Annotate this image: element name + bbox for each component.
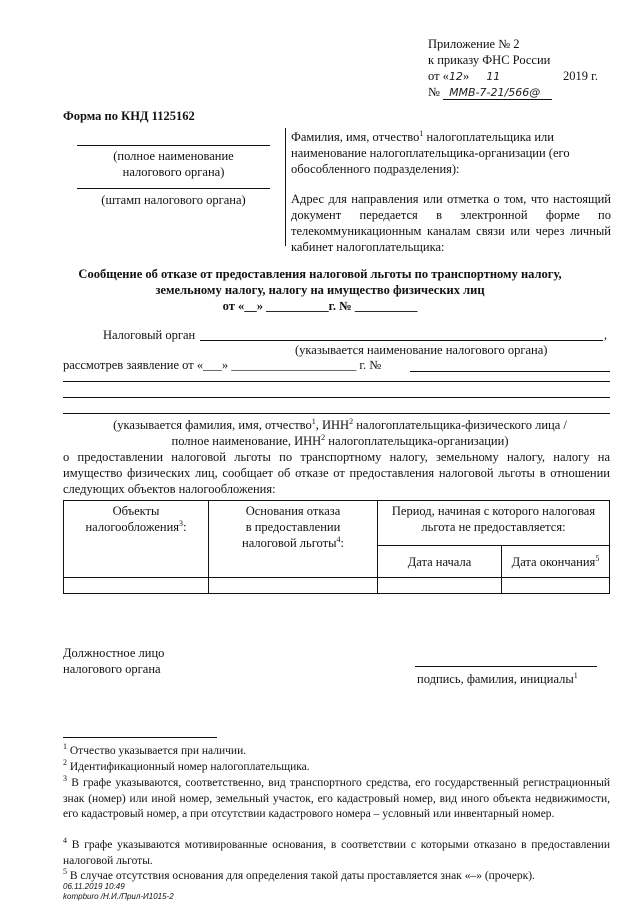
footnote-text: Отчество указывается при наличии. bbox=[67, 745, 247, 757]
footnote-ref: 2 bbox=[321, 432, 326, 442]
header-objects bbox=[64, 501, 209, 578]
stamp-line bbox=[77, 188, 270, 189]
tax-org-line[interactable] bbox=[200, 340, 603, 341]
taxpayer-hint-1 bbox=[0, 417, 640, 433]
print-file: kompburo /Н.И./Прил-И1015-2 bbox=[63, 892, 174, 901]
cell-start[interactable] bbox=[378, 578, 502, 594]
handwritten-number: ММВ-7-21/566@ bbox=[443, 86, 552, 100]
footnote-ref: 1 bbox=[419, 128, 424, 138]
comma: , bbox=[604, 328, 608, 342]
header-text: Объекты bbox=[112, 504, 160, 518]
footnote-3 bbox=[63, 776, 610, 823]
header-text: налоговой льготы bbox=[242, 536, 337, 550]
form-code: Форма по КНД 1125162 bbox=[63, 109, 195, 123]
footnote-text: Идентификационный номер налогоплательщика. bbox=[67, 761, 310, 773]
header-text: Основания отказа bbox=[245, 504, 341, 518]
footnote-2 bbox=[63, 760, 610, 776]
footnote-ref: 2 bbox=[349, 416, 354, 426]
header-grounds bbox=[209, 501, 378, 578]
header-text: налогообложения bbox=[85, 520, 180, 534]
header-end-date bbox=[502, 546, 610, 578]
hint-text: , ИНН bbox=[315, 418, 350, 432]
date-quote: » bbox=[462, 69, 470, 83]
footnote-separator bbox=[63, 737, 217, 738]
footnote-text: В случае отсутствия основания для определения такой даты проставляется знак «–» (прочерк). bbox=[67, 870, 535, 882]
header-period: Период, начиная с которого налоговая льгота не предоставляется: bbox=[378, 501, 610, 546]
refusal-paragraph: о предоставлении налоговой льготы по транспортному налогу, земельному налогу, налогу на имущество физических лиц, сообщает об отказе от предоставления налоговой льготы в отношении следующих объектов налогообложения: bbox=[63, 450, 610, 496]
footnote-number: 5 bbox=[63, 867, 67, 877]
number-label: № bbox=[428, 85, 440, 99]
header-start-date: Дата начала bbox=[378, 546, 502, 578]
footnote-number: 4 bbox=[63, 836, 67, 846]
cell-grounds[interactable] bbox=[209, 578, 378, 594]
tax-org-hint: (указывается наименование налогового органа) bbox=[295, 343, 548, 357]
hint-text: подпись, фамилия, инициалы bbox=[417, 672, 574, 686]
footnote-number: 2 bbox=[63, 758, 67, 768]
footnote-4 bbox=[63, 838, 610, 869]
application-number-line[interactable] bbox=[410, 371, 610, 372]
footnote-5 bbox=[63, 869, 610, 885]
hint-text: налогоплательщика-организации) bbox=[325, 434, 509, 448]
official-label-2: налогового органа bbox=[63, 662, 161, 676]
footnote-number: 1 bbox=[63, 742, 67, 752]
official-label-1: Должностное лицо bbox=[63, 646, 165, 660]
handwritten-month: 11 bbox=[486, 70, 501, 83]
address-label: Адрес для направления или отметка о том, что настоящий документ передается в электронной форме по телекоммуникационным каналам связи или через личный кабинет налогоплательщика: bbox=[291, 192, 611, 254]
appendix-order: к приказу ФНС России bbox=[428, 53, 551, 67]
fio-text-rest: налогоплательщика или наименование налогоплательщика-организации (его обособленного подразделения): bbox=[291, 130, 570, 176]
taxpayer-line-1[interactable] bbox=[63, 381, 610, 382]
block-divider bbox=[285, 128, 286, 246]
taxpayer-line-2[interactable] bbox=[63, 397, 610, 398]
footnote-ref: 5 bbox=[595, 553, 600, 563]
stamp-hint: (штамп налогового органа) bbox=[101, 193, 246, 207]
appendix-number bbox=[428, 84, 552, 101]
tax-org-label: Налоговый орган bbox=[103, 328, 196, 342]
footnote-text: В графе указываются, соответственно, вид транспортного средства, его государственный регистрационный знак (номер) или иной номер, земельный участок, его кадастровый номер, вид иного объекта недвижимости, его кадастровый номер, а при отсутствии кадастрового номера – условный или инвентарный номер. bbox=[63, 777, 610, 820]
taxpayer-line-3[interactable] bbox=[63, 413, 610, 414]
footnote-ref: 1 bbox=[311, 416, 316, 426]
cell-object[interactable] bbox=[64, 578, 209, 594]
org-name-hint-1: (полное наименование bbox=[113, 149, 234, 163]
header-text: Дата окончания bbox=[511, 554, 596, 569]
fio-text: Фамилия, имя, отчество bbox=[291, 130, 420, 144]
document-title-2: земельному налогу, налогу на имущество физических лиц bbox=[155, 283, 485, 297]
footnote-ref: 4 bbox=[336, 534, 341, 544]
handwritten-day: 12 bbox=[448, 70, 463, 83]
org-name-line bbox=[77, 145, 270, 146]
hint-text: налогоплательщика-физического лица / bbox=[353, 418, 567, 432]
signature-line[interactable] bbox=[415, 666, 597, 667]
org-name-hint-2: налогового органа) bbox=[122, 165, 225, 179]
date-year: 2019 г. bbox=[563, 69, 598, 83]
print-datetime: 06.11.2019 10:49 bbox=[63, 882, 125, 891]
header-text: : bbox=[183, 520, 187, 534]
footnote-ref: 1 bbox=[573, 670, 578, 680]
table-row bbox=[64, 578, 610, 594]
document-title-1: Сообщение об отказе от предоставления налоговой льготы по транспортному налогу, bbox=[78, 267, 562, 281]
signature-hint bbox=[417, 671, 578, 687]
footnote-text: В графе указываются мотивированные основания, в соответствии с которыми отказано в предоставлении налоговой льготы. bbox=[63, 839, 610, 867]
hint-text: полное наименование, ИНН bbox=[171, 434, 322, 448]
appendix-date bbox=[428, 68, 598, 85]
footnote-number: 3 bbox=[63, 774, 67, 784]
footnote-1 bbox=[63, 744, 610, 760]
objects-table bbox=[63, 500, 610, 594]
document-title-3: от «__» __________г. № __________ bbox=[222, 299, 418, 313]
taxpayer-hint-2 bbox=[0, 433, 640, 449]
hint-text: (указывается фамилия, имя, отчество bbox=[113, 418, 312, 432]
application-date-label: рассмотрев заявление от «___» ____________________ г. № bbox=[63, 358, 382, 372]
cell-end[interactable] bbox=[502, 578, 610, 594]
header-text: в предоставлении bbox=[245, 520, 341, 534]
date-prefix: от « bbox=[428, 69, 449, 83]
appendix-title: Приложение № 2 bbox=[428, 37, 520, 51]
footnote-ref: 3 bbox=[179, 518, 184, 528]
header-text: : bbox=[340, 536, 344, 550]
taxpayer-name-label bbox=[291, 129, 611, 177]
